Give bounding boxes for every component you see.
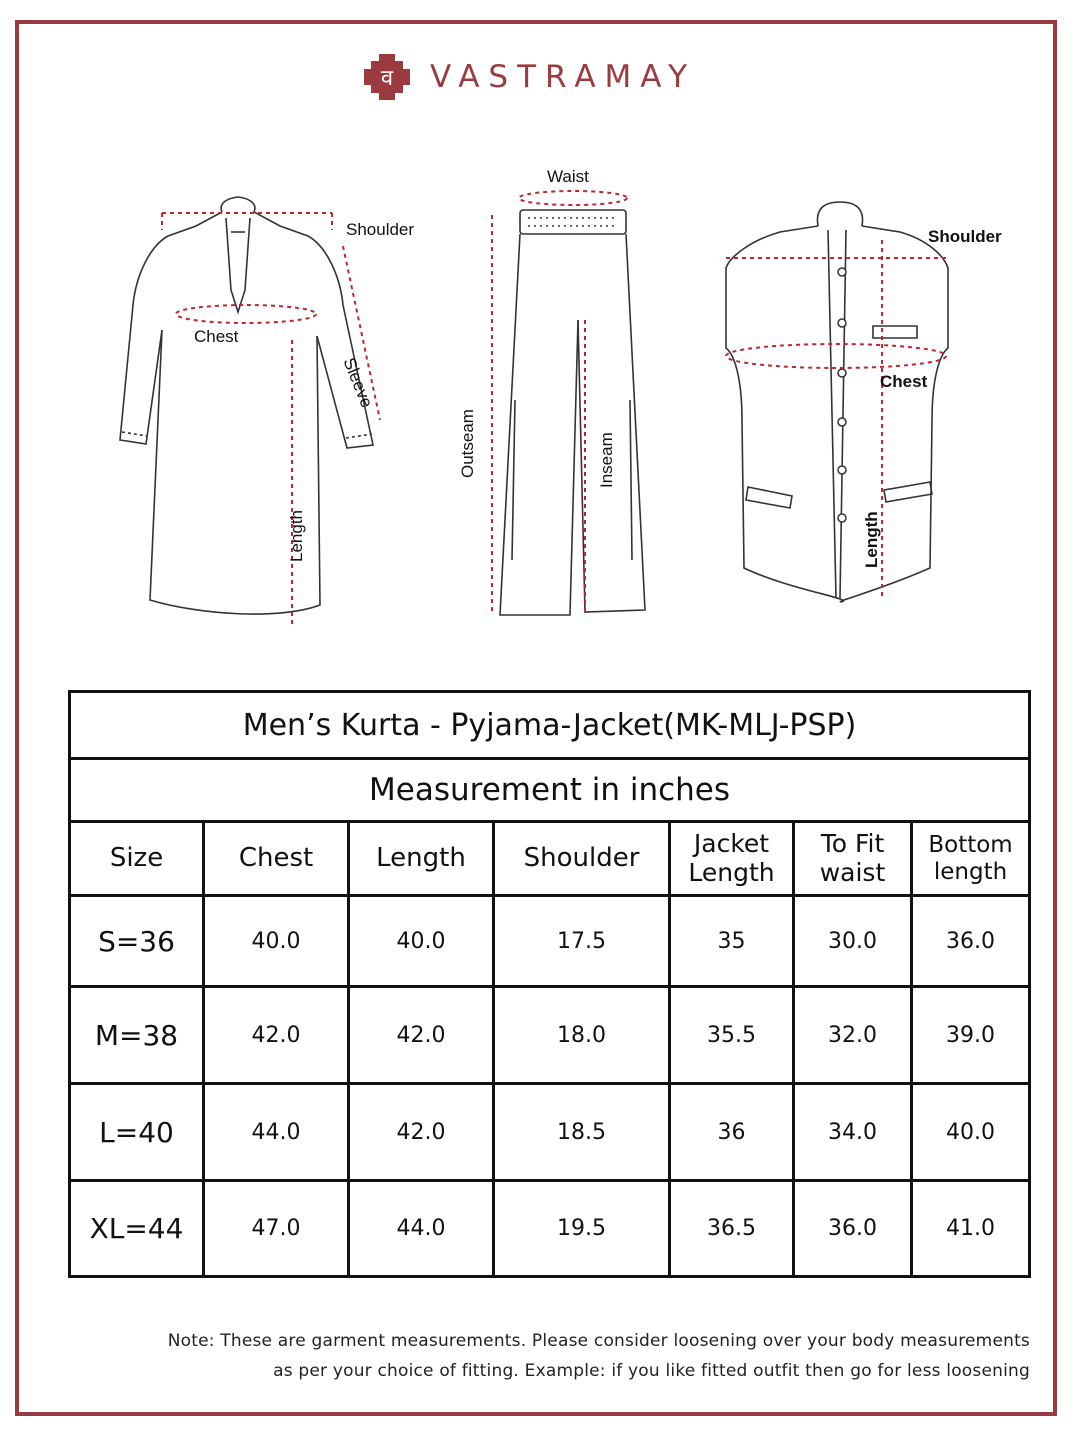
cell-chest: 47.0 (204, 1181, 349, 1277)
table-subtitle: Measurement in inches (70, 759, 1030, 822)
cell-jacket-length: 35 (670, 896, 794, 987)
cell-bottom-length: 39.0 (912, 987, 1030, 1084)
jacket-drawing (726, 202, 948, 602)
cell-size: XL=44 (70, 1181, 204, 1277)
header-size: Size (70, 822, 204, 896)
pyjama-outseam-label: Outseam (458, 409, 477, 478)
kurta-drawing (120, 197, 373, 614)
jacket-length-label: Length (862, 511, 881, 568)
pyjama-drawing (500, 210, 645, 615)
cell-chest: 40.0 (204, 896, 349, 987)
kurta-measure-lines (162, 213, 380, 625)
cell-shoulder: 18.5 (494, 1084, 670, 1181)
jacket-chest-label: Chest (880, 372, 928, 391)
note-line-1: Note: These are garment measurements. Please consider loosening over your body measurements (167, 1331, 1030, 1351)
cell-shoulder: 18.0 (494, 987, 670, 1084)
cell-bottom-length: 36.0 (912, 896, 1030, 987)
cell-size: S=36 (70, 896, 204, 987)
cell-chest: 44.0 (204, 1084, 349, 1181)
pyjama-waist-label: Waist (547, 167, 589, 186)
cell-bottom-length: 41.0 (912, 1181, 1030, 1277)
size-chart-table (68, 690, 1031, 1278)
cell-length: 42.0 (349, 987, 494, 1084)
table-row (70, 896, 1030, 987)
kurta-shoulder-label: Shoulder (346, 220, 415, 239)
table-row (70, 1181, 1030, 1277)
cell-size: M=38 (70, 987, 204, 1084)
cell-length: 40.0 (349, 896, 494, 987)
cell-jacket-length: 36.5 (670, 1181, 794, 1277)
cell-chest: 42.0 (204, 987, 349, 1084)
cell-to-fit-waist: 30.0 (794, 896, 912, 987)
jacket-shoulder-label: Shoulder (928, 227, 1002, 246)
cell-shoulder: 17.5 (494, 896, 670, 987)
cell-shoulder: 19.5 (494, 1181, 670, 1277)
cell-size: L=40 (70, 1084, 204, 1181)
table-title: Men’s Kurta - Pyjama-Jacket(MK-MLJ-PSP) (70, 692, 1030, 759)
pyjama-inseam-label: Inseam (597, 432, 616, 488)
cell-bottom-length: 40.0 (912, 1084, 1030, 1181)
table-row (70, 1084, 1030, 1181)
cell-to-fit-waist: 36.0 (794, 1181, 912, 1277)
cell-to-fit-waist: 34.0 (794, 1084, 912, 1181)
table-row (70, 987, 1030, 1084)
brand-name: VASTRAMAY (430, 59, 697, 95)
header-length: Length (349, 822, 494, 896)
cell-jacket-length: 36 (670, 1084, 794, 1181)
cell-jacket-length: 35.5 (670, 987, 794, 1084)
cell-length: 42.0 (349, 1084, 494, 1181)
measurement-note (60, 1326, 1030, 1386)
garment-diagram (0, 0, 1080, 680)
cell-length: 44.0 (349, 1181, 494, 1277)
table-header-row (70, 822, 1030, 896)
header-jacket-length: Jacket Length (670, 822, 794, 896)
kurta-sleeve-label: Sleeve (339, 355, 377, 411)
kurta-length-label: Length (287, 510, 306, 562)
header-bottom-length: Bottom length (912, 822, 1030, 896)
brand-mark-glyph: व (380, 66, 394, 91)
header-to-fit-waist: To Fit waist (794, 822, 912, 896)
header-shoulder: Shoulder (494, 822, 670, 896)
note-line-2: as per your choice of fitting. Example: if you like fitted outfit then go for less loosening (273, 1361, 1030, 1381)
cell-to-fit-waist: 32.0 (794, 987, 912, 1084)
kurta-chest-label: Chest (194, 327, 239, 346)
header-chest: Chest (204, 822, 349, 896)
